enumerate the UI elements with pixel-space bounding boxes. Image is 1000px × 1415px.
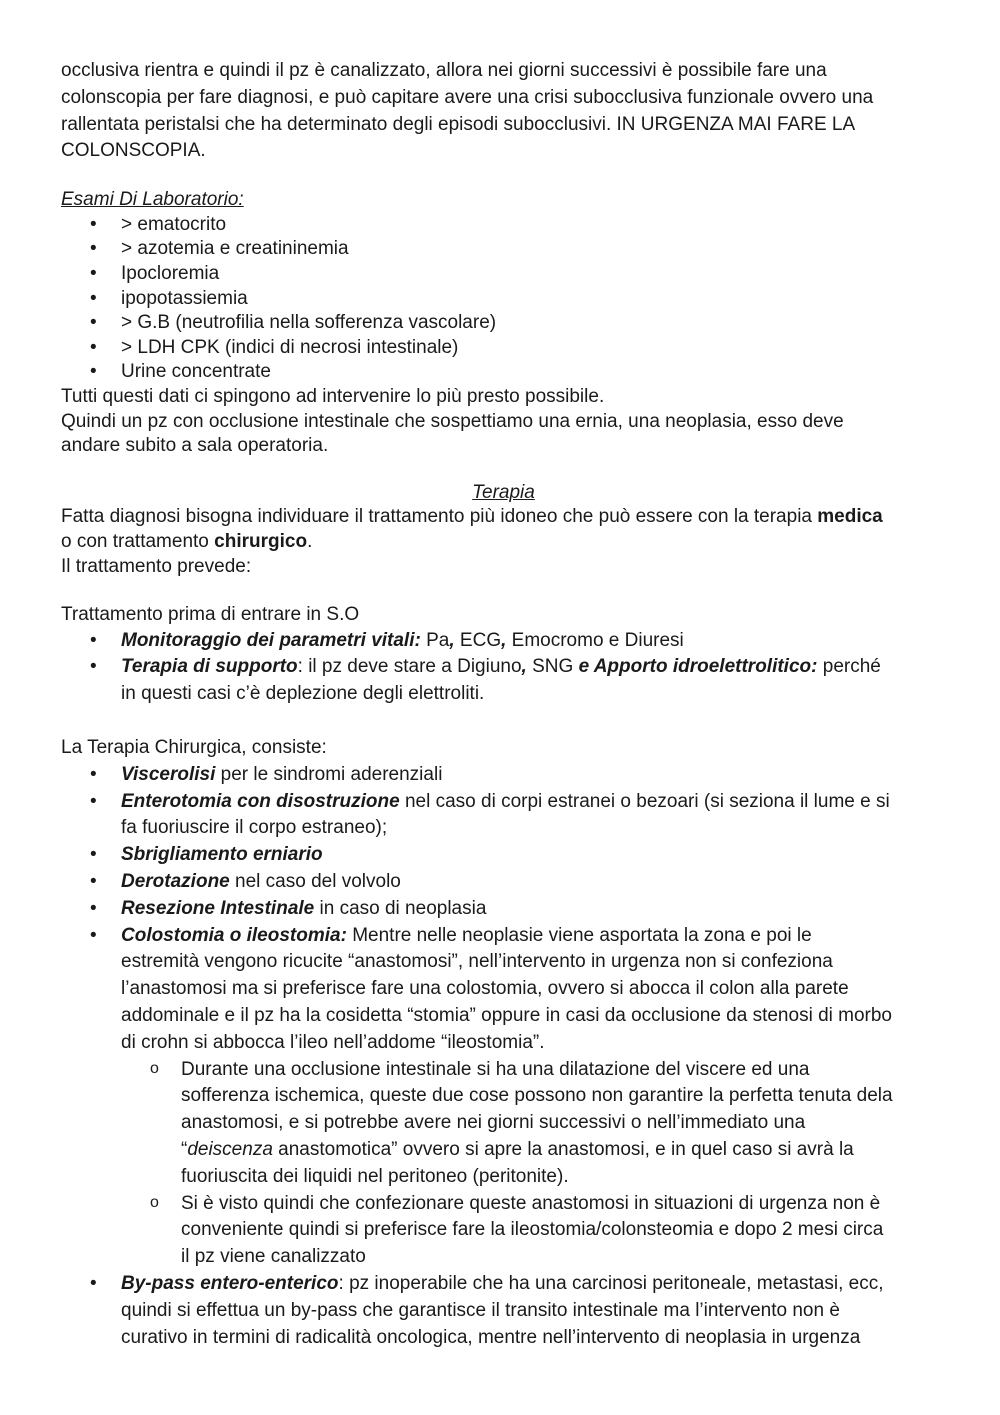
- text-span: estremità vengono ricucite “anastomosi”, nell’intervento in urgenza non si confeziona: [121, 951, 833, 973]
- bold-term: ,: [449, 629, 455, 651]
- intro-line: occlusiva rientra e quindi il pz è canalizzato, allora nei giorni successivi è possibile fare una: [61, 60, 827, 81]
- text-span: in caso di neoplasia: [314, 897, 487, 919]
- text-span: Emocromo e Diuresi: [506, 629, 684, 651]
- terapia-section: [61, 481, 946, 579]
- text-line: Il trattamento prevede:: [61, 555, 252, 577]
- intro-line: colonscopia per fare diagnosi, e può capitare avere una crisi subocclusiva funzionale ovvero una: [61, 86, 874, 108]
- pre-so-list: [61, 628, 946, 708]
- text-span: o con trattamento: [61, 530, 215, 552]
- bold-term: Terapia di supporto: [121, 656, 298, 678]
- sub-list: [121, 1057, 946, 1271]
- list-item-colostomia: [61, 923, 946, 1271]
- list-item: • > ematocrito: [61, 213, 946, 238]
- labs-list: [61, 213, 946, 385]
- text-span: conveniente quindi si preferisce fare la ileostomia/colonsteomia e dopo 2 mesi circa: [181, 1219, 884, 1241]
- sub-list-item: [61, 1191, 946, 1271]
- labs-conclusion: [61, 385, 946, 459]
- labs-heading-text: Esami Di Laboratorio:: [61, 189, 244, 211]
- list-item: • > LDH CPK (indici di necrosi intestinale): [61, 336, 946, 361]
- text-span: addominale e il pz ha la cosidetta “stomia” oppure in casi da occlusione da stenosi di morbo: [121, 1005, 892, 1027]
- text-line: Tutti questi dati ci spingono ad intervenire lo più presto possibile.: [61, 385, 605, 407]
- terapia-heading-text: Terapia: [472, 481, 535, 503]
- text-span: di crohn si abbocca l’ileo nell’addome “ileostomia”.: [121, 1031, 545, 1053]
- text-line: andare subito a sala operatoria.: [61, 435, 329, 457]
- bold-term: Derotazione: [121, 871, 230, 893]
- text-span: anastomosi, e si potrebbe avere nei giorni successivi o nell’immediato una: [181, 1112, 806, 1134]
- list-item: • > G.B (neutrofilia nella sofferenza vascolare): [61, 311, 946, 336]
- bold-term: e Apporto idroelettrolitico:: [578, 656, 818, 678]
- list-item: • > azotemia e creatininemia: [61, 237, 946, 262]
- text-line: Quindi un pz con occlusione intestinale che sospettiamo una ernia, una neoplasia, esso deve: [61, 410, 844, 432]
- chirurgica-list: [61, 762, 946, 1352]
- bold-term: Viscerolisi: [121, 763, 216, 785]
- bold-term: Sbrigliamento erniario: [121, 844, 323, 866]
- text-span: per le sindromi aderenziali: [215, 763, 443, 785]
- text-span: Fatta diagnosi bisogna individuare il trattamento più idoneo che può essere con la terapia: [61, 506, 818, 528]
- list-item: [61, 896, 946, 923]
- text-span: sofferenza ischemica, queste due cose possono non garantire la perfetta tenuta dela: [181, 1085, 893, 1107]
- bold-term: ,: [501, 629, 507, 651]
- text-span: anastomotica” ovvero si apre la anastomosi, e in quel caso si avrà la: [272, 1139, 854, 1161]
- terapia-heading: [61, 481, 946, 506]
- text-span: curativo in termini di radicalità oncologica, mentre nell’intervento di neoplasia in urgenza: [121, 1326, 861, 1348]
- list-item: • Ipocloremia: [61, 262, 946, 287]
- text-span: fa fuoriuscire il corpo estraneo);: [121, 817, 388, 839]
- list-item: [61, 654, 946, 708]
- text-span: “: [181, 1139, 188, 1161]
- labs-heading: [61, 188, 946, 213]
- text-span: fuoriuscita dei liquidi nel peritoneo (peritonite).: [181, 1165, 569, 1187]
- text-span: nel caso di corpi estranei o bezoari (si seziona il lume e si: [399, 790, 890, 812]
- text-line: [61, 505, 946, 530]
- text-span: il pz viene canalizzato: [181, 1246, 366, 1268]
- bold-term: Enterotomia con disostruzione: [121, 790, 400, 812]
- text-span: nel caso del volvolo: [229, 871, 401, 893]
- text-span: : il pz deve stare a Digiuno: [297, 656, 522, 678]
- bold-term: Resezione Intestinale: [121, 897, 315, 919]
- text-span: SNG: [526, 656, 579, 678]
- bold-term: Colostomia o ileostomia:: [121, 924, 347, 946]
- text-span: in questi casi c’è deplezione degli elettroliti.: [121, 683, 485, 705]
- text-line: [61, 530, 946, 555]
- text-span: Durante una occlusione intestinale si ha una dilatazione del viscere ed una: [181, 1058, 810, 1080]
- text-span: quindi si effettua un by-pass che garantisce il transito intestinale ma l’intervento non è: [121, 1299, 840, 1321]
- list-item: [61, 789, 946, 843]
- bold-term: By-pass entero-enterico: [121, 1273, 339, 1295]
- text-span: .: [307, 530, 313, 552]
- list-item: [61, 762, 946, 789]
- bold-term: Monitoraggio dei parametri vitali:: [121, 629, 421, 651]
- pre-so-heading: Trattamento prima di entrare in S.O: [61, 604, 360, 626]
- list-item: • Urine concentrate: [61, 360, 946, 385]
- intro-line: COLONSCOPIA.: [61, 140, 206, 162]
- text-span: l’anastomosi ma si preferisce fare una colostomia, ovvero si abocca il colon alla parete: [121, 978, 849, 1000]
- text-span: ECG: [454, 629, 502, 651]
- bold-term: medica: [817, 506, 883, 528]
- text-span: : pz inoperabile che ha una carcinosi peritoneale, metastasi, ecc,: [338, 1273, 884, 1295]
- bold-term: ,: [521, 656, 527, 678]
- list-item: • ipopotassiemia: [61, 287, 946, 312]
- italic-term: deiscenza: [187, 1139, 273, 1161]
- list-item: [61, 842, 946, 869]
- document-page: [61, 58, 946, 1351]
- intro-line: rallentata peristalsi che ha determinato degli episodi subocclusivi. IN URGENZA MAI FARE LA: [61, 113, 856, 135]
- text-span: Mentre nelle neoplasie viene asportata la zona e poi le: [346, 924, 812, 946]
- text-span: perché: [817, 656, 881, 678]
- chirurgica-heading: La Terapia Chirurgica, consiste:: [61, 737, 327, 759]
- list-item: [61, 869, 946, 896]
- text-span: Si è visto quindi che confezionare queste anastomosi in situazioni di urgenza non è: [181, 1192, 881, 1214]
- list-item: [61, 628, 946, 655]
- sub-list-item: [61, 1057, 946, 1191]
- text-span: Pa: [420, 629, 450, 651]
- list-item-bypass: [61, 1271, 946, 1351]
- bold-term: chirurgico: [214, 530, 308, 552]
- intro-paragraph: [61, 58, 946, 165]
